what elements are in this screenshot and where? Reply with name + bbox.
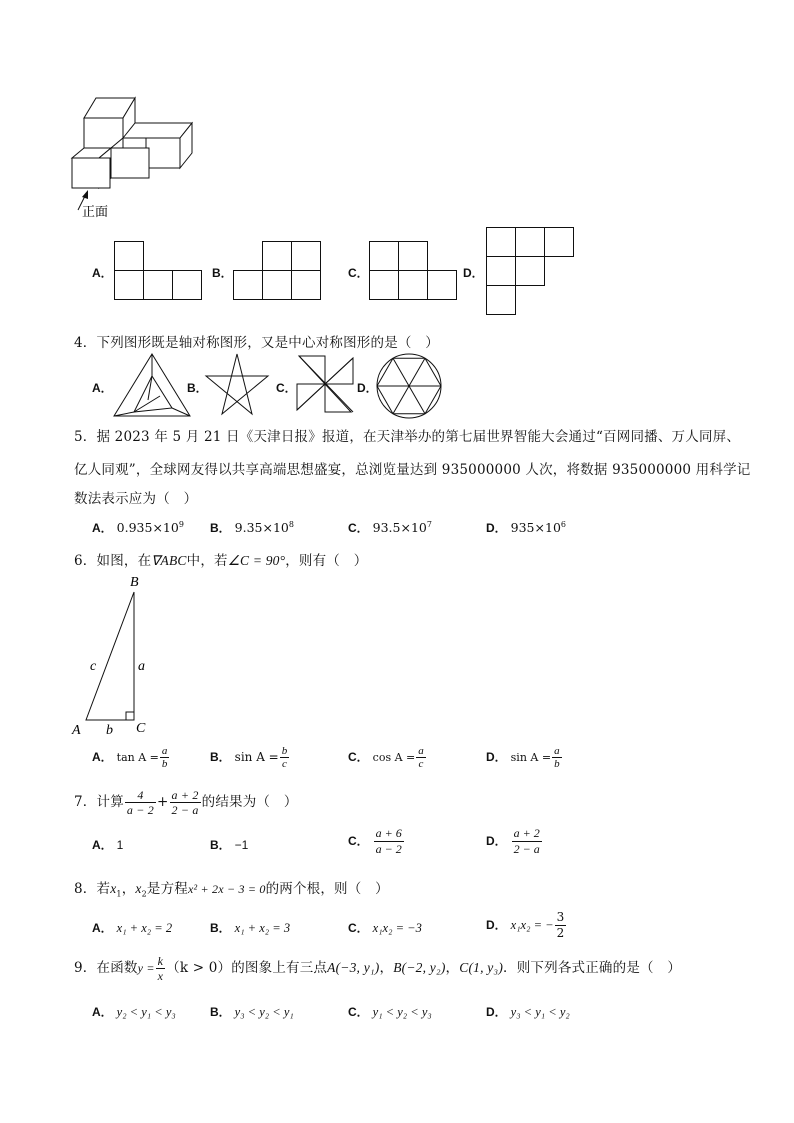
q7-option-d-den: 2 − a	[513, 842, 540, 856]
q5-option-d-base: 935×10	[510, 520, 561, 535]
q5-option-b-exp: 8	[288, 519, 294, 529]
q3-option-b-grid[interactable]	[233, 241, 323, 301]
q4-option-a-triangle-figure[interactable]	[112, 352, 192, 418]
q3-option-d-label[interactable]: D．	[463, 266, 484, 280]
q7-option-a-value: 1	[116, 838, 124, 852]
q6-option-b[interactable]	[210, 745, 290, 770]
q6-option-a-label: A．	[92, 750, 113, 764]
q5-option-b[interactable]	[210, 519, 294, 536]
q3-option-c-label[interactable]: C．	[348, 266, 369, 280]
q7-option-c-num: a + 6	[375, 826, 402, 840]
q3-option-d-grid[interactable]	[486, 227, 576, 317]
q4-stem: 4．下列图形既是轴对称图形，又是中心对称图形的是（ ）	[74, 335, 439, 351]
q5-option-b-base: 9.35×10	[234, 520, 289, 535]
q6-stem	[74, 549, 367, 569]
q3-option-a-label[interactable]: A．	[92, 266, 113, 280]
q8-x2-sub: 2	[141, 889, 147, 899]
q4-option-c-label[interactable]: C．	[276, 381, 297, 395]
q8-option-d-label: D．	[486, 918, 507, 932]
q5-option-c-exp: 7	[426, 519, 432, 529]
q8-option-b-expr: x₁ + x₂ = 3	[234, 921, 291, 935]
q6-option-d-den: b	[554, 758, 560, 770]
vertex-c-label: C	[136, 721, 146, 736]
q4-option-b-star-figure[interactable]	[205, 352, 269, 418]
q7-fraction1-den: a − 2	[126, 803, 154, 817]
q7-fraction2-den: 2 − a	[171, 803, 199, 817]
q9-option-a-label: A．	[92, 1005, 113, 1019]
q9-stem-post: ．则下列各式正确的是（ ）	[503, 960, 682, 976]
q7-option-b-label: B．	[210, 838, 231, 852]
q7-fraction1-num: 4	[125, 788, 156, 803]
q6-stem-post: ，则有（ ）	[285, 553, 368, 569]
q8-sep: ，	[121, 881, 136, 897]
q6-option-d[interactable]	[486, 745, 563, 770]
q6-stem-triangle: ∇ABC	[151, 553, 187, 568]
q4-option-b-label[interactable]: B．	[187, 381, 208, 395]
q9-option-b[interactable]	[210, 1003, 294, 1020]
q9-option-d-expr: y₃ < y₁ < y₂	[510, 1005, 570, 1019]
q8-option-b[interactable]	[210, 919, 290, 936]
q8-option-a-expr: x₁ + x₂ = 2	[116, 921, 173, 935]
q8-option-d-num: 3	[556, 910, 565, 924]
q5-stem-line1: 5．据 2023 年 5 月 21 日《天津日报》报道，在天津举办的第七届世界智能大会通过“百网同播、万人同屏、	[74, 429, 741, 445]
q9-stem-pre: 9．在函数	[74, 960, 138, 976]
q7-stem-pre: 7．计算	[74, 794, 124, 810]
q8-x2: x	[135, 881, 142, 896]
q6-option-a[interactable]	[92, 745, 170, 770]
q8-option-c[interactable]	[348, 919, 422, 936]
q6-option-a-den: b	[161, 758, 168, 770]
front-label: 正面	[82, 204, 109, 219]
q6-stem-angle: ∠C = 90°	[227, 553, 286, 568]
q4-option-a-label[interactable]: A．	[92, 381, 113, 395]
q9-option-b-expr: y₃ < y₂ < y₁	[234, 1005, 294, 1019]
q6-stem-mid: 中，若	[186, 553, 228, 569]
q8-stem	[74, 877, 389, 899]
q7-option-d-label: D．	[486, 834, 507, 848]
q7-option-b-value: −1	[234, 838, 249, 852]
q6-option-a-num: a	[161, 745, 168, 757]
q5-option-c[interactable]	[348, 519, 432, 536]
q8-x1-sub: 1	[116, 889, 122, 899]
q5-option-a[interactable]	[92, 519, 184, 536]
q6-option-b-fn: sin A =	[234, 750, 279, 764]
q8-stem-post: 的两个根，则（ ）	[265, 881, 389, 897]
q8-stem-pre: 8．若	[74, 881, 111, 897]
q9-fn-num: k	[157, 954, 164, 968]
q3-option-b-label[interactable]: B．	[212, 266, 233, 280]
vertex-b-label: B	[130, 575, 139, 590]
q5-option-d-label: D．	[486, 521, 507, 535]
q5-option-d-exp: 6	[560, 519, 566, 529]
q9-cond: （k > 0）	[166, 960, 232, 976]
q9-option-a[interactable]	[92, 1003, 176, 1020]
q5-stem-line3: 数法表示应为（ ）	[74, 491, 198, 507]
q6-option-b-label: B．	[210, 750, 231, 764]
q9-stem: 9．在函数y = $\frac{k}{x}$ （k > 0）的图象上有三点A(−3, y₁)，B(−2, y₂)，C(1, y₃)．则下列各式正确的是（ ）	[74, 954, 682, 983]
q9-stem-mid: 的图象上有三点	[231, 960, 328, 976]
q8-option-c-label: C．	[348, 921, 369, 935]
q9-fn-lhs: y =	[137, 961, 155, 975]
q6-stem-pre: 6．如图，在	[74, 553, 152, 569]
q9-option-c[interactable]	[348, 1003, 432, 1020]
q5-option-d[interactable]	[486, 519, 566, 536]
q5-option-a-base: 0.935×10	[116, 520, 179, 535]
q5-option-c-label: C．	[348, 521, 369, 535]
q7-plus: +	[157, 794, 169, 810]
q4-option-d-hexagon-circle-figure[interactable]	[375, 352, 443, 420]
q7-option-a[interactable]	[92, 836, 123, 853]
q6-option-c-label: C．	[348, 750, 369, 764]
q9-fn-den: x	[157, 969, 164, 983]
q5-option-c-base: 93.5×10	[372, 520, 427, 535]
q7-option-c-den: a − 2	[375, 842, 402, 856]
q6-option-b-den: c	[282, 758, 287, 770]
q8-option-c-expr: x₁x₂ = −3	[372, 921, 422, 935]
q9-option-a-expr: y₂ < y₁ < y₃	[116, 1005, 176, 1019]
q7-option-d-num: a + 2	[513, 826, 540, 840]
q7-option-c[interactable]	[348, 826, 405, 857]
q8-option-d-den: 2	[556, 926, 565, 940]
q7-stem	[74, 788, 298, 817]
cube-figure	[66, 92, 206, 222]
q9-point-c: C(1, y₃)	[459, 960, 504, 975]
q8-option-d[interactable]	[486, 910, 567, 941]
q6-option-c-fn: cos A =	[372, 751, 416, 764]
q7-option-c-label: C．	[348, 834, 369, 848]
q7-fraction2-num: a + 2	[171, 788, 199, 802]
q5-option-a-label: A．	[92, 521, 113, 535]
q9-option-c-label: C．	[348, 1005, 369, 1019]
q8-option-a[interactable]	[92, 919, 172, 936]
q7-option-b[interactable]	[210, 836, 248, 853]
q6-option-a-fn: tan A =	[116, 751, 159, 764]
right-triangle-figure	[66, 574, 176, 740]
q6-option-c-num: a	[418, 745, 424, 757]
side-a-label: a	[138, 659, 145, 674]
q7-option-d[interactable]	[486, 826, 543, 857]
q8-x1: x	[110, 881, 117, 896]
q8-equation: x² + 2x − 3 = 0	[188, 882, 266, 896]
q9-point-b: B(−2, y₂)	[393, 960, 446, 975]
q7-option-a-label: A．	[92, 838, 113, 852]
q6-option-d-num: a	[554, 745, 560, 757]
q6-option-d-fn: sin A =	[510, 751, 552, 764]
q9-option-c-expr: y₁ < y₂ < y₃	[372, 1005, 432, 1019]
q6-option-d-label: D．	[486, 750, 507, 764]
q8-option-d-expr: x₁x₂ = −	[510, 918, 554, 932]
vertex-a-label: A	[72, 723, 81, 738]
q6-option-c[interactable]	[348, 745, 427, 770]
q6-option-b-num: b	[281, 745, 288, 757]
q9-option-d-label: D．	[486, 1005, 507, 1019]
side-b-label: b	[106, 723, 113, 738]
q8-option-a-label: A．	[92, 921, 113, 935]
q8-stem-mid: 是方程	[146, 881, 189, 897]
q9-option-b-label: B．	[210, 1005, 231, 1019]
q3-option-c-grid[interactable]	[369, 241, 459, 301]
q5-option-b-label: B．	[210, 521, 231, 535]
q9-point-a: A(−3, y₁)	[327, 960, 380, 975]
q9-option-d[interactable]	[486, 1003, 570, 1020]
q5-stem-line2: 亿人同观”，全球网友得以共享高端思想盛宴，总浏览量达到 935000000 人次，将数据 935000000 用科学记	[74, 462, 751, 478]
q8-option-b-label: B．	[210, 921, 231, 935]
q5-option-a-exp: 9	[178, 519, 184, 529]
side-c-label: c	[90, 659, 97, 674]
q7-stem-post: 的结果为（ ）	[201, 794, 298, 810]
q6-option-c-den: c	[418, 758, 424, 770]
q4-option-d-label[interactable]: D．	[357, 381, 378, 395]
q3-option-a-grid[interactable]	[114, 241, 204, 301]
q4-option-c-pinwheel-figure[interactable]	[295, 354, 357, 416]
